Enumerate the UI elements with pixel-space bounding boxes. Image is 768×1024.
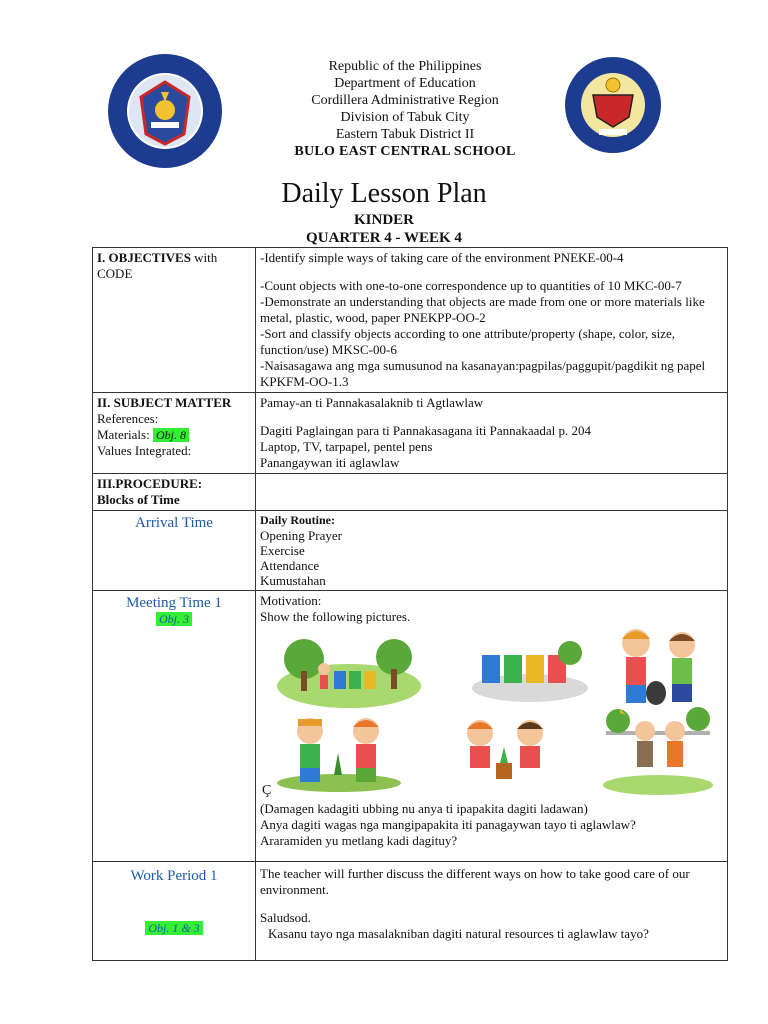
subject-row [93, 393, 728, 474]
arrival-row [93, 511, 728, 591]
routine-item: Exercise [260, 543, 305, 558]
lesson-plan-table [92, 247, 728, 961]
objective-item: -Naisasagawa ang mga sumusunod na kasanayan:pagpilas/paggupit/pagdikit ng papel KPKFM-OO-1.3 [260, 358, 706, 389]
objective-highlight: Obj. 3 [156, 612, 192, 626]
objective-item: -Demonstrate an understanding that objects are made from one or more materials like metal, plastic, wood, paper PNEKPP-OO-2 [260, 294, 705, 325]
header-line: Cordillera Administrative Region [311, 93, 499, 108]
grade-level: KINDER [353, 212, 414, 228]
school-seal-logo [563, 55, 663, 155]
arrival-content: Daily Routine: Opening Prayer Exercise Attendance Kumustahan [256, 511, 728, 591]
objective-item: -Sort and classify objects according to one attribute/property (shape, color, size, function/use) MKSC-00-6 [260, 326, 675, 357]
work-period-content: The teacher will further discuss the different ways on how to take good care of our environment. Saludsod. Kasanu tayo nga masalakniban dagiti natural resources ti aglawlaw tayo? [256, 862, 728, 961]
meeting-row [93, 591, 728, 862]
pictures-area [260, 631, 723, 801]
objective-highlight: Obj. 8 [153, 428, 189, 442]
objective-item: -Count objects with one-to-one correspondence up to quantities of 10 MKC-00-7 [260, 278, 682, 293]
quarter-week: QUARTER 4 - WEEK 4 [306, 230, 462, 246]
routine-item: Kumustahan [260, 573, 326, 588]
document-title: Daily Lesson Plan [281, 178, 487, 209]
question-line: Anya dagiti wagas nga mangipapakita iti panagaywan tayo ti aglawlaw? [260, 817, 636, 832]
procedure-label: III.PROCEDURE: Blocks of Time [93, 474, 256, 511]
question-line: (Damagen kadagiti ubbing nu anya ti ipapakita dagiti ladawan) [260, 801, 588, 816]
objectives-label: I. OBJECTIVES with CODE [93, 248, 256, 393]
procedure-content [256, 474, 728, 511]
routine-item: Attendance [260, 558, 320, 573]
school-name: BULO EAST CENTRAL SCHOOL [294, 144, 516, 159]
header-line: Department of Education [334, 76, 476, 91]
deped-seal-logo [106, 52, 224, 170]
recycling-kids-image [274, 631, 424, 711]
work-period-label: Work Period 1 Obj. 1 & 3 [93, 862, 256, 961]
family-cleaning-park-image [600, 701, 715, 797]
objective-highlight: Obj. 1 & 3 [145, 921, 202, 935]
objective-item: -Identify simple ways of taking care of the environment PNEKE-00-4 [260, 250, 624, 265]
objectives-content [256, 248, 728, 393]
procedure-row [93, 474, 728, 511]
kids-collecting-trash-image [604, 623, 714, 713]
subject-label: II. SUBJECT MATTER References: Materials: Obj. 8 Values Integrated: [93, 393, 256, 474]
meeting-content: Motivation: Show the following pictures. Ç (Damagen kadagiti ubbing nu anya ti ipapakita dagiti ladawan) Anya dagiti wagas nga mangipapakita iti panagaywan tayo ti aglawlaw? Araramiden yu metlang kadi dagituy? [256, 591, 728, 862]
objectives-row [93, 248, 728, 393]
letterhead [240, 58, 570, 160]
topic: Pamay-an ti Pannakasalaknib ti Agtlawlaw [260, 395, 484, 410]
question-line: Araramiden yu metlang kadi dagituy? [260, 833, 458, 848]
kids-potting-plant-image [450, 713, 560, 793]
kids-planting-image [274, 713, 404, 793]
subject-content [256, 393, 728, 474]
work-period-row [93, 862, 728, 961]
header-line: Eastern Tabuk District II [335, 127, 475, 142]
values: Panangaywan iti aglawlaw [260, 455, 400, 470]
references: Dagiti Paglaingan para ti Pannakasagana iti Pannakaadal p. 204 [260, 423, 592, 438]
materials: Laptop, TV, tarpapel, pentel pens [260, 439, 433, 454]
stray-character: Ç [262, 783, 272, 798]
header-line: Republic of the Philippines [328, 59, 482, 74]
arrival-time-label: Arrival Time [93, 511, 256, 591]
trash-bins-image [470, 633, 590, 703]
routine-item: Opening Prayer [260, 528, 342, 543]
meeting-time-label: Meeting Time 1 Obj. 3 [93, 591, 256, 862]
header-line: Division of Tabuk City [340, 110, 470, 125]
